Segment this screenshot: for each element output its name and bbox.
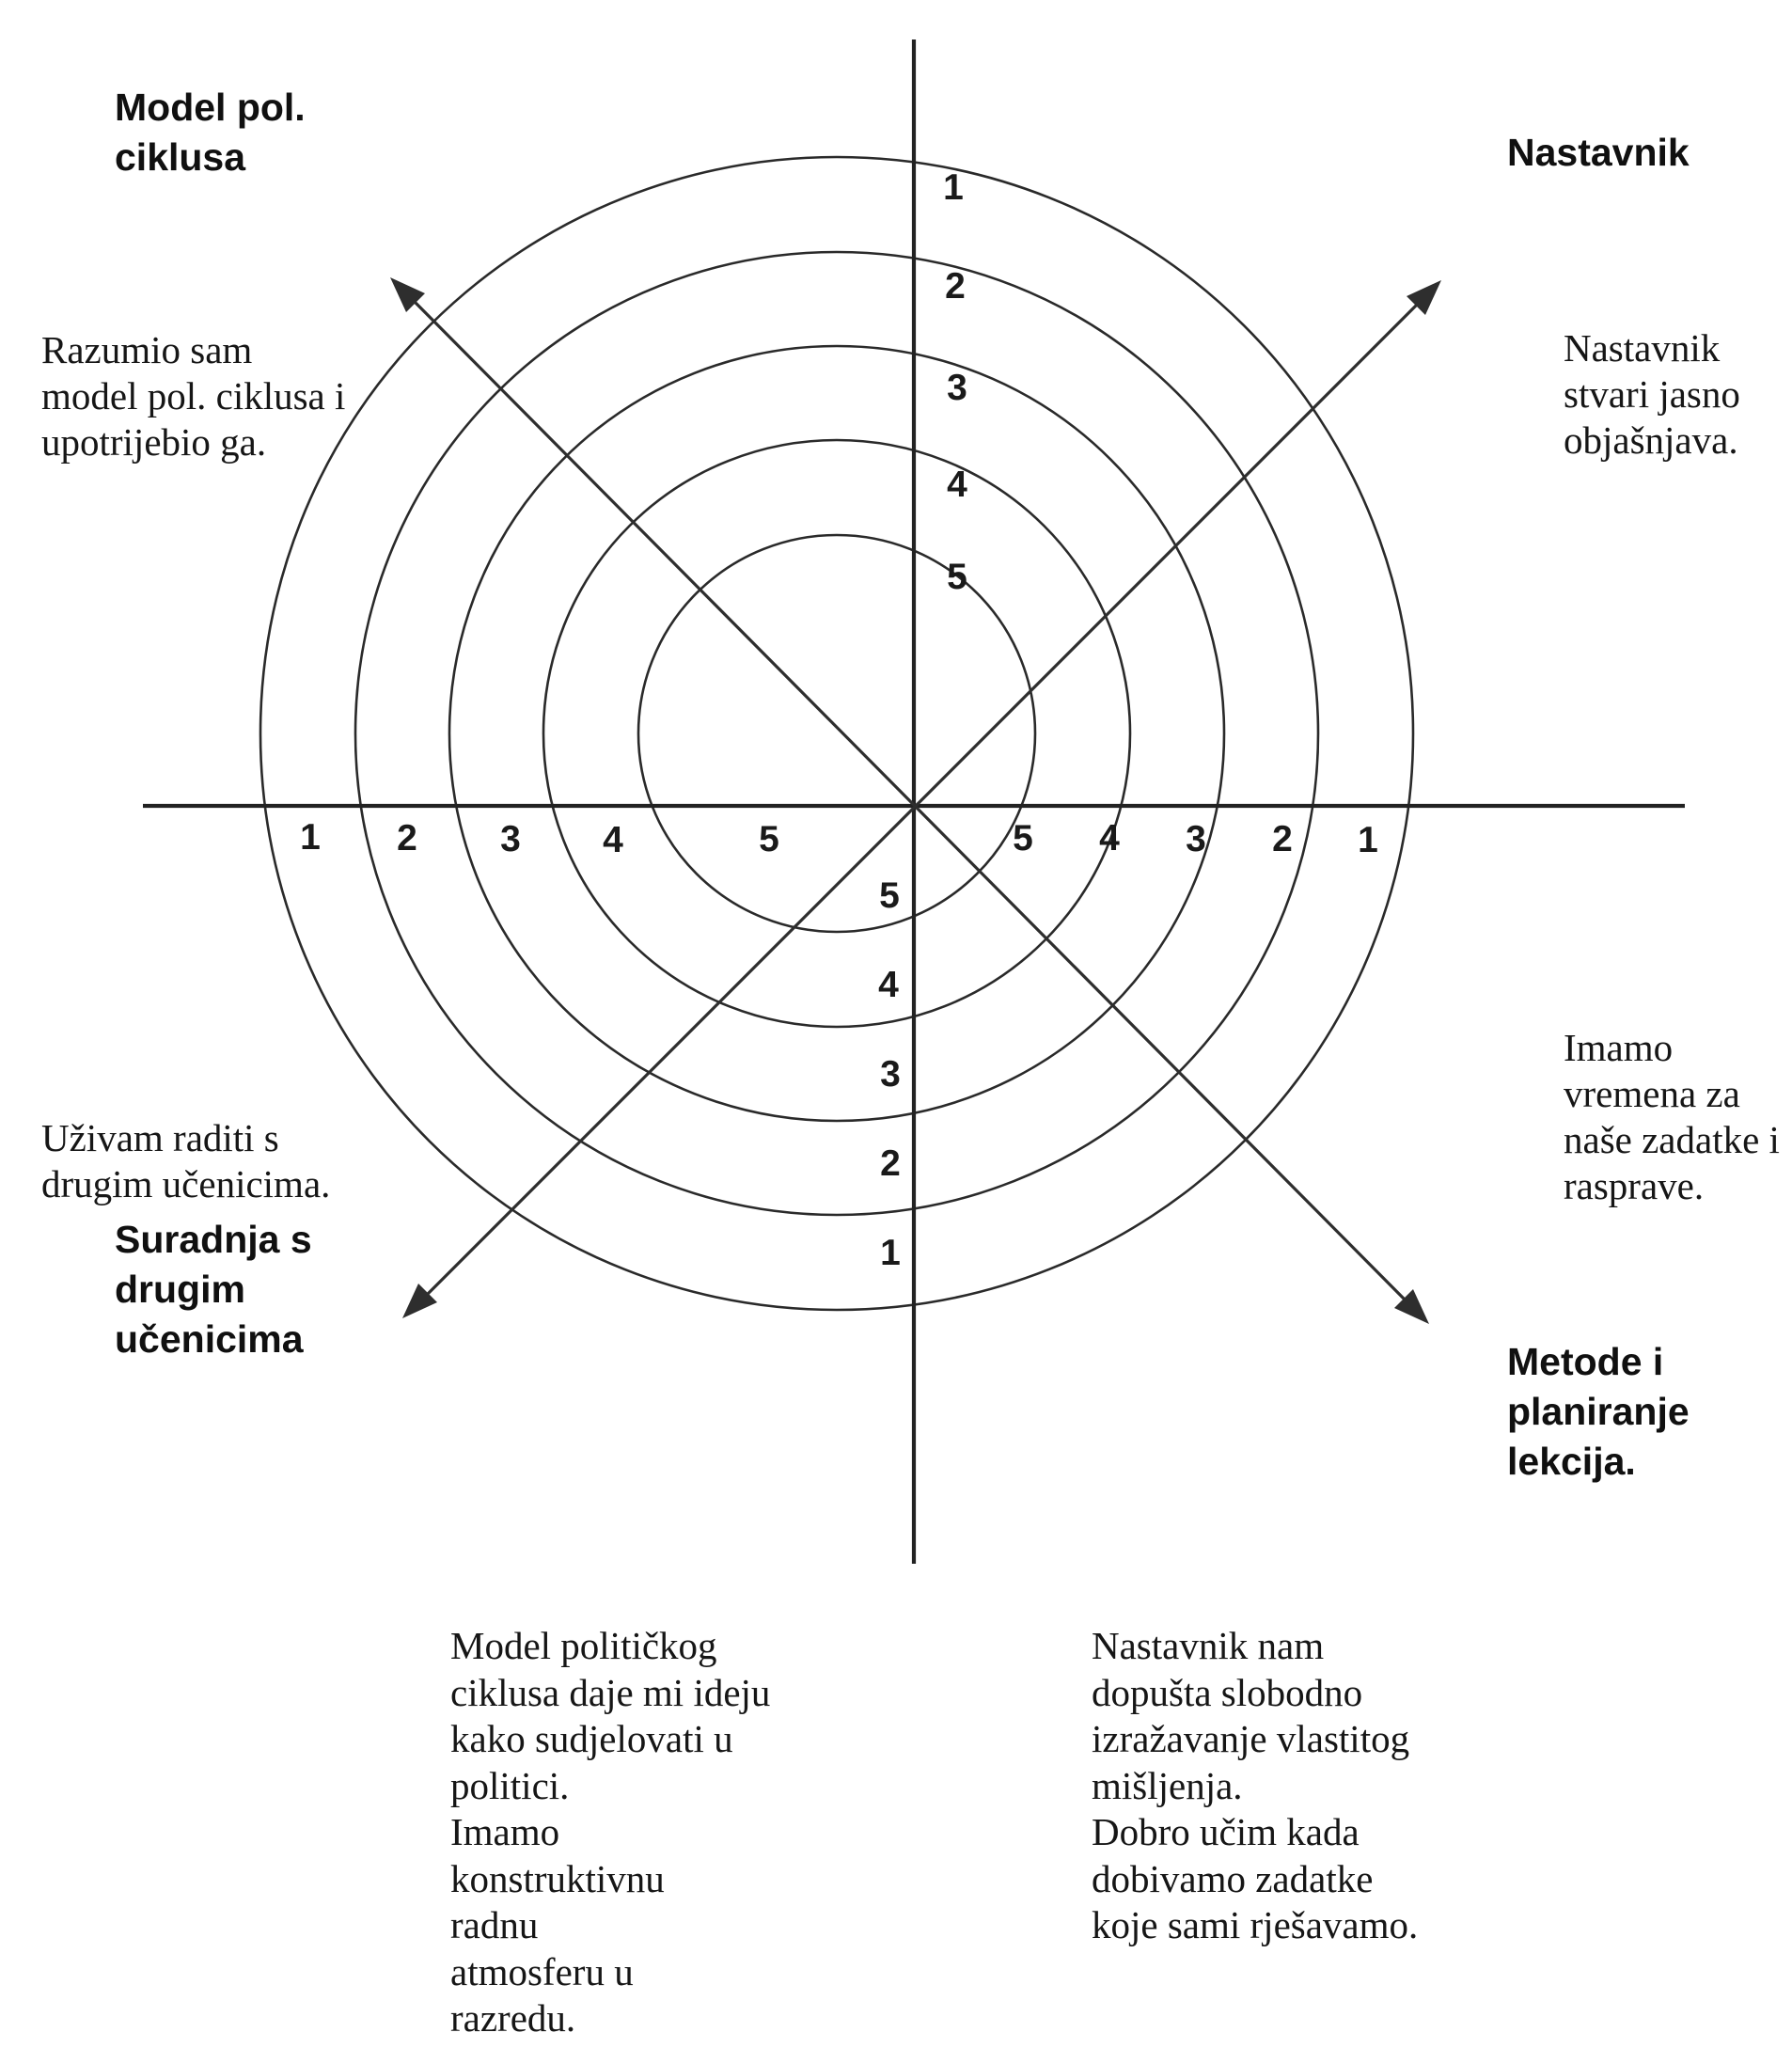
text-line: Metode i: [1507, 1340, 1664, 1383]
text-line: Uživam raditi s: [41, 1116, 279, 1159]
sector-title-suradnja: [115, 1215, 312, 1364]
ring-label-bottom-2: 2: [880, 1143, 901, 1184]
text-line: učenicima: [115, 1317, 304, 1361]
note-nastavnik-stvari: [1564, 325, 1740, 464]
ring-label-right-1: 1: [1358, 820, 1378, 860]
text-line: model pol. ciklusa i: [41, 374, 346, 418]
note-uzivam-raditi: [41, 1115, 330, 1207]
text-line: dopušta slobodno: [1092, 1670, 1363, 1714]
text-line: rasprave.: [1564, 1164, 1705, 1207]
ring-label-left-4: 4: [603, 820, 623, 860]
text-line: naše zadatke i: [1564, 1118, 1780, 1161]
text-line: politici.: [450, 1763, 570, 1807]
ring-3: [449, 346, 1224, 1121]
ring-label-top-4: 4: [947, 465, 967, 505]
ring-5: [638, 535, 1035, 932]
ring-label-top-5: 5: [947, 557, 967, 597]
text-line: Imamo: [1564, 1026, 1674, 1069]
text-line: dobivamo zadatke: [1092, 1856, 1374, 1900]
paragraph-model-politickog: [450, 1623, 770, 2042]
text-line: mišljenja.: [1092, 1763, 1243, 1807]
text-line: Nastavnik: [1507, 131, 1690, 174]
ring-label-right-2: 2: [1272, 819, 1293, 859]
text-line: upotrijebio ga.: [41, 420, 267, 464]
text-line: Suradnja s: [115, 1218, 312, 1261]
ring-label-right-4: 4: [1099, 818, 1120, 859]
text-line: Nastavnik nam: [1092, 1624, 1325, 1667]
ring-label-bottom-5: 5: [879, 875, 900, 916]
text-line: planiranje: [1507, 1390, 1690, 1433]
text-line: Dobro učim kada: [1092, 1810, 1360, 1853]
paragraph-nastavnik-nam: [1092, 1623, 1418, 1949]
ring-label-left-3: 3: [500, 819, 521, 859]
sector-title-model-pol-ciklusa: [115, 83, 306, 182]
text-line: Razumio sam: [41, 328, 253, 371]
text-line: Model pol.: [115, 86, 306, 129]
text-line: stvari jasno: [1564, 372, 1740, 416]
text-line: radnu: [450, 1903, 539, 1946]
text-line: Model političkog: [450, 1624, 717, 1667]
text-line: razredu.: [450, 1996, 576, 2040]
text-line: Imamo: [450, 1810, 560, 1853]
text-line: Nastavnik: [1564, 326, 1721, 370]
text-line: vremena za: [1564, 1072, 1740, 1115]
ring-label-left-1: 1: [300, 817, 321, 858]
note-razumio-sam: [41, 327, 345, 465]
ring-gap-patch: [345, 1113, 373, 1142]
ring-label-right-5: 5: [1013, 818, 1033, 859]
ring-2: [355, 252, 1318, 1215]
text-line: izražavanje vlastitog: [1092, 1717, 1410, 1760]
ring-label-top-2: 2: [945, 266, 966, 307]
ring-label-bottom-3: 3: [880, 1054, 901, 1095]
text-line: konstruktivnu: [450, 1856, 665, 1900]
note-imamo-vremena: [1564, 1025, 1780, 1209]
text-line: objašnjava.: [1564, 418, 1738, 462]
text-line: drugim: [115, 1268, 245, 1311]
ring-label-right-3: 3: [1186, 819, 1206, 859]
sector-title-metode: [1507, 1337, 1690, 1487]
text-line: lekcija.: [1507, 1440, 1636, 1483]
text-line: ciklusa: [115, 135, 246, 179]
ring-label-left-2: 2: [397, 818, 417, 859]
text-line: drugim učenicima.: [41, 1162, 331, 1205]
rings: [260, 157, 1413, 1310]
ring-label-top-3: 3: [947, 368, 967, 408]
text-line: koje sami rješavamo.: [1092, 1903, 1419, 1946]
ring-label-left-5: 5: [759, 819, 779, 859]
text-line: atmosferu u: [450, 1949, 634, 1993]
text-line: kako sudjelovati u: [450, 1717, 733, 1760]
diagonal-axis-nw-se: [415, 302, 1405, 1300]
ring-label-bottom-4: 4: [878, 965, 899, 1005]
text-line: ciklusa daje mi ideju: [450, 1670, 771, 1714]
ring-label-top-1: 1: [943, 167, 964, 208]
ring-4: [543, 440, 1130, 1027]
sector-title-nastavnik: [1507, 128, 1690, 178]
ring-1: [260, 157, 1413, 1310]
ring-label-bottom-1: 1: [880, 1233, 901, 1273]
